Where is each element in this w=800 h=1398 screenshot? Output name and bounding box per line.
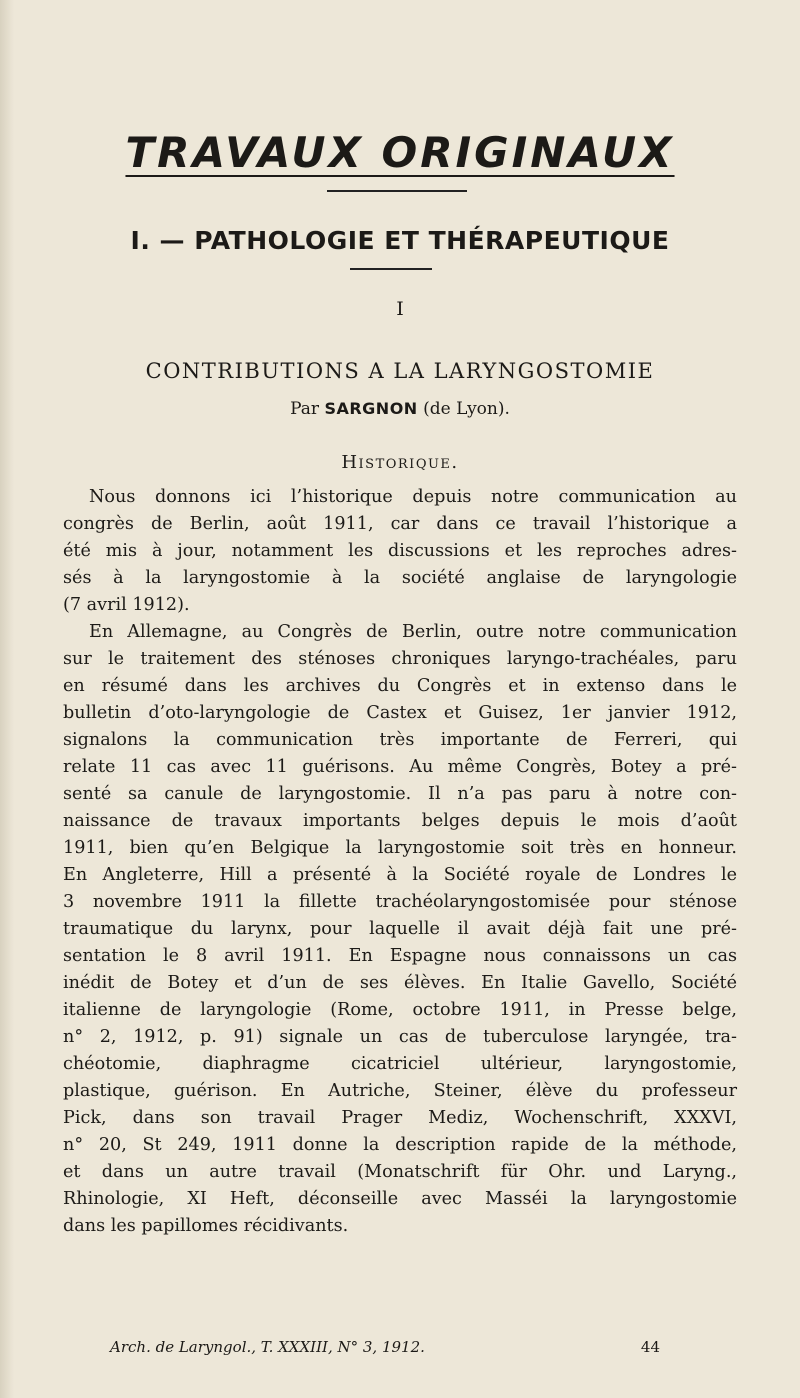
article-title: CONTRIBUTIONS A LA LARYNGOSTOMIE [145,359,655,383]
body-line: sentation le 8 avril 1911. En Espagne nous connaissons un cas [63,946,737,966]
body-line: plastique, guérison. En Autriche, Steiner, élève du professeur [63,1081,737,1101]
author-affiliation: (de Lyon). [423,399,510,419]
body-line: 1911, bien qu’en Belgique la laryngostomie soit très en honneur. [63,838,737,858]
body-line: chéotomie, diaphragme cicatriciel ultérieur, laryngostomie, [63,1054,737,1074]
body-line: bulletin d’oto-laryngologie de Castex et Guisez, 1er janvier 1912, [63,703,737,723]
journal-reference: Arch. de Laryngol., T. XXXIII, N° 3, 1912. [110,1338,425,1356]
page-number: 44 [640,1338,660,1356]
body-line: traumatique du larynx, pour laquelle il avait déjà fait une pré- [63,919,737,939]
body-line: n° 20, St 249, 1911 donne la description rapide de la méthode, [63,1135,737,1155]
body-line: sés à la laryngostomie à la société anglaise de laryngologie [63,568,737,588]
body-line: Nous donnons ici l’historique depuis notre communication au [89,487,737,507]
body-line: été mis à jour, notamment les discussions et les reproches adres- [63,541,737,561]
page-footer [110,1338,660,1356]
article-body [63,484,737,1240]
body-line: inédit de Botey et d’un de ses élèves. En Italie Gavello, Société [63,973,737,993]
section-title: I. — PATHOLOGIE ET THÉRAPEUTIQUE [130,226,670,255]
body-line: En Angleterre, Hill a présenté à la Société royale de Londres le [63,865,737,885]
header-divider [327,190,467,192]
byline-prefix: Par [290,399,320,419]
article-number: I [396,298,404,320]
body-line: naissance de travaux importants belges depuis le mois d’août [63,811,737,831]
author-name: SARGNON [324,399,418,418]
body-line: italienne de laryngologie (Rome, octobre 1911, in Presse belge, [63,1000,737,1020]
subsection-heading: Historique. [341,452,459,473]
page-edge-shadow [0,0,14,1398]
body-line: sur le traitement des sténoses chroniques laryngo-trachéales, paru [63,649,737,669]
body-line: et dans un autre travail (Monatschrift für Ohr. und Laryng., [63,1162,737,1182]
byline [0,399,800,419]
body-line: En Allemagne, au Congrès de Berlin, outre notre communication [89,622,737,642]
body-line: Pick, dans son travail Prager Mediz, Wochenschrift, XXXVI, [63,1108,737,1128]
body-line: Rhinologie, XI Heft, déconseille avec Masséi la laryngostomie [63,1189,737,1209]
body-line: relate 11 cas avec 11 guérisons. Au même Congrès, Botey a pré- [63,757,737,777]
body-line: congrès de Berlin, août 1911, car dans ce travail l’historique a [63,514,737,534]
body-line: senté sa canule de laryngostomie. Il n’a pas paru à notre con- [63,784,737,804]
section-divider [350,268,432,270]
body-line: n° 2, 1912, p. 91) signale un cas de tuberculose laryngée, tra- [63,1027,737,1047]
journal-header-title: TRAVAUX ORIGINAUX [125,128,675,177]
body-line: 3 novembre 1911 la fillette trachéolaryngostomisée pour sténose [63,892,737,912]
body-line: (7 avril 1912). [63,595,190,615]
body-line: dans les papillomes récidivants. [63,1216,349,1236]
body-line: en résumé dans les archives du Congrès et in extenso dans le [63,676,737,696]
body-line: signalons la communication très importante de Ferreri, qui [63,730,737,750]
